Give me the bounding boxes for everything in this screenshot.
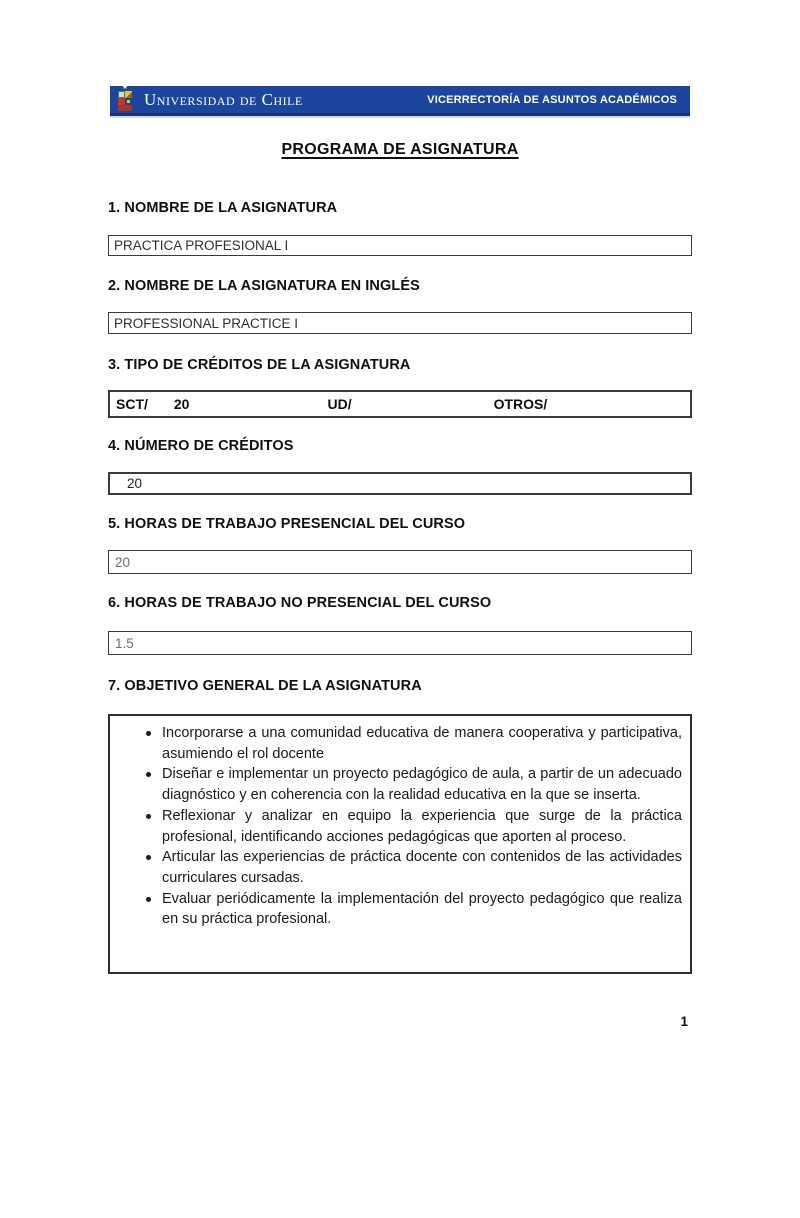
- list-item: Articular las experiencias de práctica docente con contenidos de las actividades curriculares cursadas.: [110, 847, 682, 888]
- bullet-icon: [146, 855, 151, 860]
- department-name: VICERRECTORÍA DE ASUNTOS ACADÉMICOS: [427, 93, 677, 106]
- university-name: Universidad de Chile: [144, 89, 303, 109]
- page-number: 1: [680, 1014, 688, 1029]
- field-nombre-ingles: [108, 312, 692, 334]
- list-item: Diseñar e implementar un proyecto pedagógico de aula, a partir de un adecuado diagnóstico y en coherencia con la realidad educativa en la que se inserta.: [110, 764, 682, 805]
- objectives-box: [108, 714, 692, 974]
- section-heading-3: 3. TIPO DE CRÉDITOS DE LA ASIGNATURA: [108, 357, 411, 373]
- section-heading-6: 6. HORAS DE TRABAJO NO PRESENCIAL DEL CURSO: [108, 595, 492, 611]
- sct-label: SCT/: [116, 395, 148, 412]
- field-numero-creditos: [108, 472, 692, 495]
- list-item: Reflexionar y analizar en equipo la experiencia que surge de la práctica profesional, identificando acciones pedagógicas que aporten al proceso.: [110, 806, 682, 847]
- bullet-icon: [146, 772, 151, 777]
- field-horas-presencial: [108, 550, 692, 574]
- document-page: [0, 86, 800, 1218]
- bullet-icon: [146, 814, 151, 819]
- star-icon: ★: [121, 84, 129, 91]
- header-bar: [110, 86, 690, 116]
- page-title: PROGRAMA DE ASIGNATURA: [281, 141, 519, 158]
- field-tipo-creditos: [108, 390, 692, 418]
- section-heading-4: 4. NÚMERO DE CRÉDITOS: [108, 438, 294, 454]
- field-value: 20: [127, 476, 143, 491]
- field-value: PRACTICA PROFESIONAL I: [114, 238, 289, 253]
- field-value: 1.5: [115, 635, 134, 651]
- crest-shield: [118, 91, 132, 111]
- list-item: Evaluar periódicamente la implementación del proyecto pedagógico que realiza en su práctica profesional.: [110, 889, 682, 930]
- university-crest-icon: [117, 84, 133, 111]
- ud-label: UD/: [327, 395, 352, 412]
- otros-label: OTROS/: [493, 395, 548, 412]
- field-horas-no-presencial: [108, 631, 692, 655]
- field-nombre-asignatura: [108, 235, 692, 256]
- section-heading-5: 5. HORAS DE TRABAJO PRESENCIAL DEL CURSO: [108, 516, 466, 532]
- section-heading-2: 2. NOMBRE DE LA ASIGNATURA EN INGLÉS: [108, 278, 420, 294]
- bullet-icon: [146, 731, 151, 736]
- field-value: 20: [115, 554, 131, 570]
- list-item: Incorporarse a una comunidad educativa de manera cooperativa y participativa, asumiendo el rol docente: [110, 723, 682, 764]
- section-heading-1: 1. NOMBRE DE LA ASIGNATURA: [108, 200, 338, 216]
- bullet-icon: [146, 897, 151, 902]
- objectives-list: [110, 723, 682, 930]
- field-value: PROFESSIONAL PRACTICE I: [114, 315, 299, 331]
- section-heading-7: 7. OBJETIVO GENERAL DE LA ASIGNATURA: [108, 678, 422, 694]
- sct-value: 20: [173, 395, 190, 412]
